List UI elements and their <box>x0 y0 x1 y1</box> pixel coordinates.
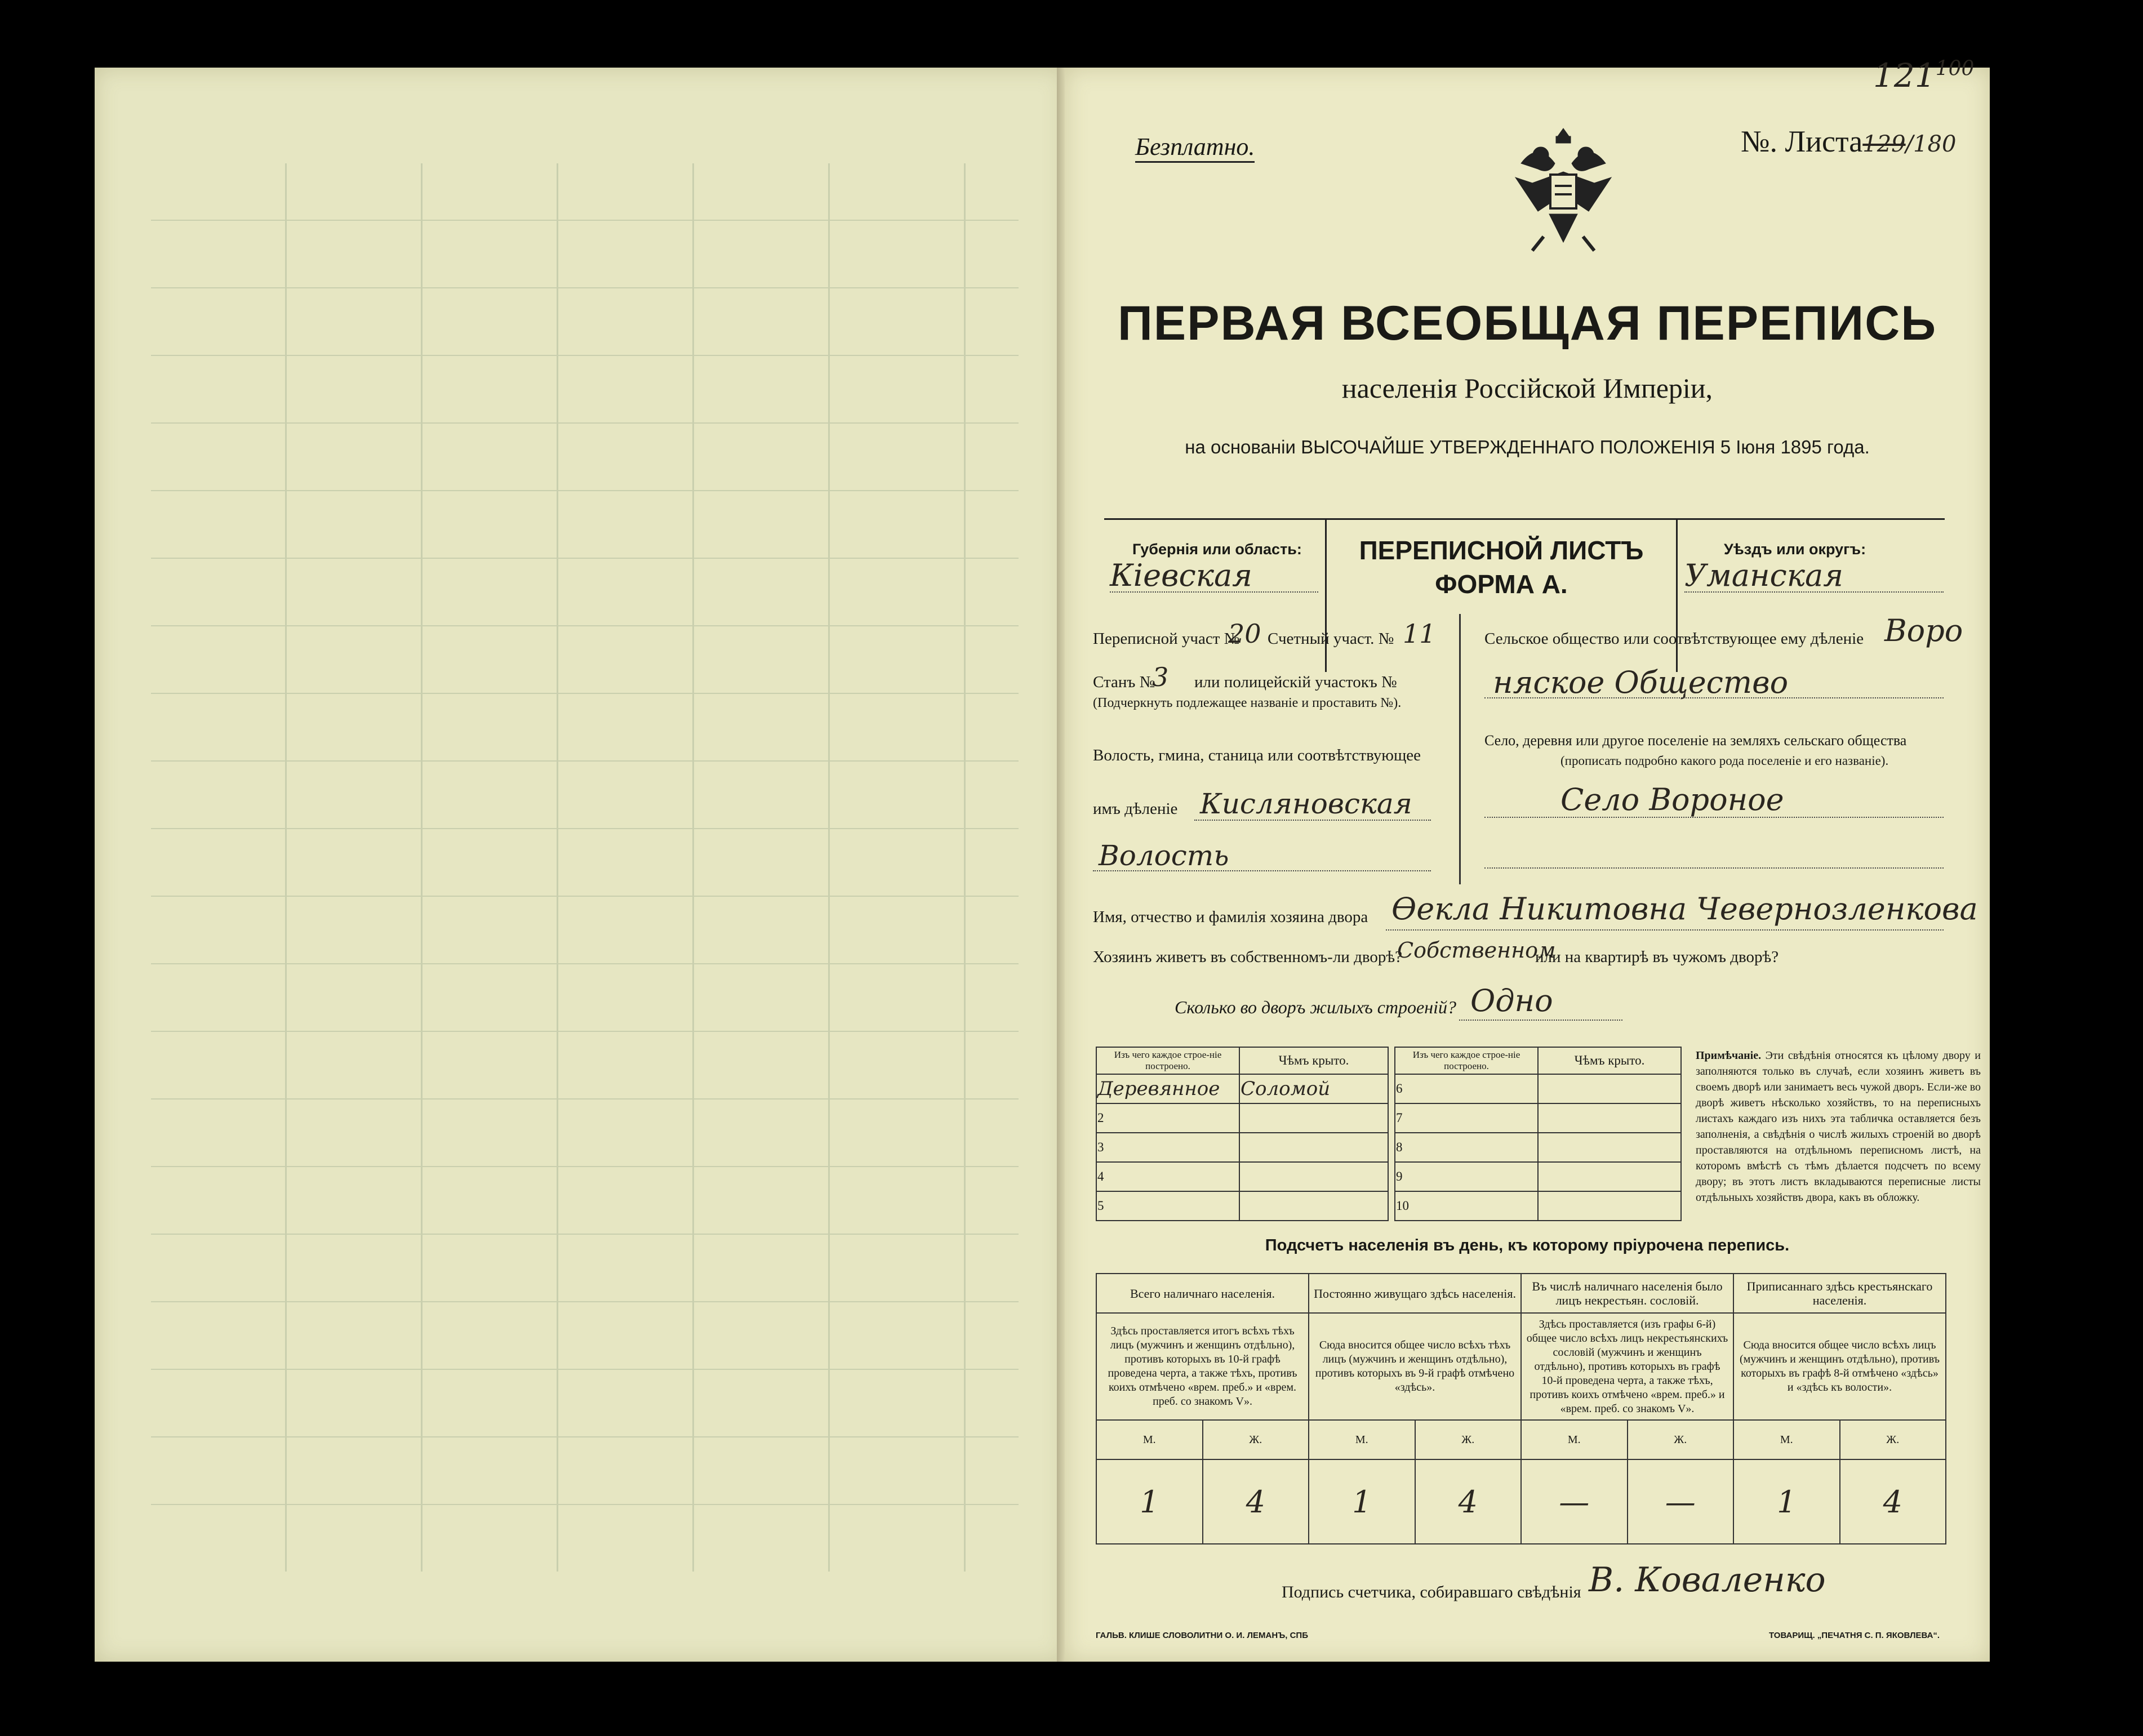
volost-label-2: имъ дѣленіе <box>1093 800 1178 818</box>
group-1-head: Всего наличнаго населенія. <box>1096 1274 1309 1313</box>
group-3-male: — <box>1521 1459 1628 1544</box>
group-4-female: 4 <box>1840 1459 1946 1544</box>
row-3-roof <box>1239 1133 1388 1162</box>
col-roof-header-2: Чѣмъ крыто. <box>1538 1047 1681 1074</box>
count-area-label: Счетный участ. № <box>1268 630 1394 648</box>
m-label-2: М. <box>1309 1420 1415 1459</box>
group-1-desc: Здѣсь проставляется итогъ всѣхъ тѣхъ лицъ (мужчинъ и женщинъ отдѣльно), противъ которыхъ въ 10-й графѣ проведена черта, а также тѣхъ, противъ коихъ отмѣчено «врем. преб.» и «врем. преб. со знакомъ V». <box>1096 1313 1309 1420</box>
volost-line-1 <box>1194 820 1431 821</box>
row-1-material: Деревянное <box>1096 1074 1239 1103</box>
group-2-female: 4 <box>1415 1459 1522 1544</box>
row-2-number: 2 <box>1096 1103 1239 1133</box>
m-label-1: М. <box>1096 1420 1203 1459</box>
buildings-label: Сколько во дворъ жилыхъ строеній? <box>1175 997 1456 1017</box>
row-5-roof <box>1239 1191 1388 1221</box>
sheet-fraction-hand: /180 <box>1905 131 1957 157</box>
row-7-number: 7 <box>1395 1103 1538 1133</box>
table-row <box>1096 1162 1388 1191</box>
basis-line: на основаніи ВЫСОЧАЙШЕ УТВЕРЖДЕННАГО ПОЛОЖЕНІЯ 5 Іюня 1895 года. <box>1185 437 1870 457</box>
row-7-roof <box>1538 1103 1681 1133</box>
buildings-line <box>1459 1020 1622 1021</box>
volost-label-1: Волость, гмина, станица или соотвѣтствующее <box>1093 746 1421 764</box>
row-2-roof <box>1239 1103 1388 1133</box>
district-value: Уманская <box>1684 558 1843 593</box>
row-6-number: 6 <box>1395 1074 1538 1103</box>
society-value-1: Воро <box>1884 613 1963 648</box>
society-value-2: няское Общество <box>1493 665 1789 700</box>
f-label-4: Ж. <box>1840 1420 1946 1459</box>
owner-line <box>1386 929 1944 931</box>
footnote-text: Эти свѣдѣнія относятся къ цѣлому двору и заполняются только въ случаѣ, если хозяинъ живетъ въ своемъ дворѣ или занимаетъ весь чужой дворъ. Если-же во дворѣ живетъ нѣсколько хозяйствъ, то на переписныхъ листахъ каждаго изъ нихъ эта табличка оставляется безъ заполненія, а свѣдѣнія о числѣ жилыхъ строеній во дворѣ проставляются на отдѣльномъ переписномъ листѣ, на которомъ вмѣстѣ съ тѣмъ дѣлается подсчетъ по всему двору; въ этотъ листъ вкладываются переписные листы отдѣльныхъ хозяйствъ двора, какъ въ обложку. <box>1696 1049 1981 1204</box>
stan-label: Станъ № <box>1093 673 1155 691</box>
district-line <box>1684 591 1944 593</box>
group-1-female: 4 <box>1203 1459 1309 1544</box>
province-value: Кіевская <box>1110 558 1252 593</box>
count-title: Подсчетъ населенія въ день, къ которому пріурочена перепись. <box>1265 1236 1790 1254</box>
row-4-number: 4 <box>1096 1162 1239 1191</box>
table-row <box>1096 1191 1388 1221</box>
province-label: Губернія или область: <box>1132 541 1302 558</box>
underline-note: (Подчеркнуть подлежащее названіе и проставить №). <box>1093 696 1402 710</box>
province-line <box>1110 591 1318 593</box>
table-row <box>1395 1103 1681 1133</box>
m-label-4: М. <box>1733 1420 1840 1459</box>
row-1-roof: Соломой <box>1239 1074 1388 1103</box>
group-2-head: Постоянно живущаго здѣсь населенія. <box>1309 1274 1521 1313</box>
row-3-number: 3 <box>1096 1133 1239 1162</box>
f-label-3: Ж. <box>1628 1420 1734 1459</box>
show-through-grid <box>151 163 1019 1572</box>
footnote <box>1696 1048 1981 1205</box>
row-9-roof <box>1538 1162 1681 1191</box>
owner-value: Өекла Никитовна Чевернозленкова <box>1391 891 1978 927</box>
census-form-page <box>1065 56 1990 1662</box>
group-4-desc: Сюда вносится общее число всѣхъ лицъ (мужчинъ и женщинъ отдѣльно), противъ которыхъ въ графѣ 8-й отмѣчено «здѣсь» и «здѣсь къ волости». <box>1733 1313 1946 1420</box>
stan-value: 3 <box>1152 662 1169 692</box>
row-8-number: 8 <box>1395 1133 1538 1162</box>
group-2-male: 1 <box>1309 1459 1415 1544</box>
group-1-male: 1 <box>1096 1459 1203 1544</box>
f-label-2: Ж. <box>1415 1420 1522 1459</box>
group-4-male: 1 <box>1733 1459 1840 1544</box>
population-count-table <box>1096 1273 1946 1544</box>
table-row <box>1395 1162 1681 1191</box>
group-3-head: Въ числѣ наличнаго населенія было лицъ некрестьян. сословій. <box>1521 1274 1733 1313</box>
table-row <box>1096 1074 1388 1103</box>
count-area-value: 11 <box>1403 618 1436 649</box>
group-3-desc: Здѣсь проставляется (изъ графы 6-й) общее число всѣхъ лицъ некрестьянскихъ сословій (мужчинъ и женщинъ отдѣльно), противъ которыхъ въ графѣ 10-й проведена черта, а также тѣхъ, противъ коихъ отмѣчено «врем. преб.» и «врем. преб. со знакомъ V». <box>1521 1313 1733 1420</box>
row-4-roof <box>1239 1162 1388 1191</box>
row-10-roof <box>1538 1191 1681 1221</box>
volost-value-2: Волость <box>1099 839 1229 872</box>
signature-label: Подпись счетчика, собиравшаго свѣдѣнія <box>1282 1583 1581 1601</box>
volost-line-2 <box>1093 870 1431 871</box>
police-label: или полицейскій участокъ № <box>1194 673 1397 691</box>
village-line-1 <box>1484 817 1944 818</box>
table-row <box>1096 1133 1388 1162</box>
left-page <box>95 68 1065 1662</box>
table-row <box>1395 1074 1681 1103</box>
row-9-number: 9 <box>1395 1162 1538 1191</box>
district-label: Уѣздъ или округъ: <box>1724 541 1866 558</box>
col-roof-header: Чѣмъ крыто. <box>1239 1047 1388 1074</box>
page-title: ПЕРВАЯ ВСЕОБЩАЯ ПЕРЕПИСЬ <box>1117 296 1937 350</box>
lives-value: Собственном <box>1397 938 1556 963</box>
table-row <box>1395 1133 1681 1162</box>
buildings-table-left <box>1096 1047 1389 1221</box>
col-material-header-2: Изъ чего каждое строе-ніе построено. <box>1395 1047 1538 1074</box>
group-2-desc: Сюда вносится общее число всѣхъ тѣхъ лицъ (мужчинъ и женщинъ отдѣльно), противъ которыхъ въ 9-й графѣ отмѣчено «здѣсь». <box>1309 1313 1521 1420</box>
row-8-roof <box>1538 1133 1681 1162</box>
f-label-1: Ж. <box>1203 1420 1309 1459</box>
corner-hand-number: $121^{100}$ <box>1873 56 1975 95</box>
col-material-header: Изъ чего каждое строе-ніе построено. <box>1096 1047 1239 1074</box>
volost-value-1: Кисляновская <box>1200 787 1412 820</box>
lives-label-2: или на квартирѣ въ чужомъ дворѣ? <box>1535 948 1779 966</box>
census-area-label: Переписной участ № <box>1093 630 1240 648</box>
census-area-value: 20 <box>1228 618 1261 649</box>
sheet-number-label <box>1741 124 1956 159</box>
owner-label: Имя, отчество и фамилія хозяина двора <box>1093 908 1368 926</box>
society-line <box>1484 697 1944 698</box>
buildings-table-right <box>1394 1047 1682 1221</box>
form-subtitle: ФОРМА А. <box>1435 569 1568 599</box>
table-row <box>1096 1103 1388 1133</box>
sheet-number-hand: 129 <box>1862 131 1906 157</box>
lives-label-1: Хозяинъ живетъ въ собственномъ-ли дворѣ? <box>1093 948 1402 966</box>
society-label: Сельское общество или соотвѣтствующее ему дѣленіе <box>1484 630 1864 648</box>
row-6-roof <box>1538 1074 1681 1103</box>
buildings-value: Одно <box>1470 983 1553 1018</box>
page-subtitle: населенія Россійской Имперіи, <box>1341 372 1713 404</box>
m-label-3: М. <box>1521 1420 1628 1459</box>
footer-left: ГАЛЬВ. КЛИШЕ СЛОВОЛИТНИ О. И. ЛЕМАНЪ, СПБ <box>1096 1631 1308 1640</box>
village-line-2 <box>1484 867 1944 869</box>
group-3-female: — <box>1628 1459 1734 1544</box>
village-label: Село, деревня или другое поселеніе на земляхъ сельскаго общества <box>1484 732 1907 749</box>
village-note: (прописать подробно какого рода поселеніе и его названіе). <box>1560 754 1889 768</box>
row-5-number: 5 <box>1096 1191 1239 1221</box>
row-10-number: 10 <box>1395 1191 1538 1221</box>
signature-value: В. Коваленко <box>1589 1560 1826 1600</box>
form-title: ПЕРЕПИСНОЙ ЛИСТЪ <box>1359 536 1644 565</box>
footnote-title: Примѣчаніе. <box>1696 1049 1762 1062</box>
sheet-label-text: №. Листа <box>1741 124 1863 158</box>
table-row <box>1395 1191 1681 1221</box>
village-value: Село Вороное <box>1560 782 1784 817</box>
group-4-head: Приписаннаго здѣсь крестьянскаго населенія. <box>1733 1274 1946 1313</box>
free-label: Безплатно. <box>1135 132 1255 163</box>
field-divider <box>1459 614 1461 884</box>
footer-right: ТОВАРИЩ. „ПЕЧАТНЯ С. П. ЯКОВЛЕВА“. <box>1769 1631 1940 1640</box>
double-headed-eagle-icon <box>1510 124 1617 253</box>
